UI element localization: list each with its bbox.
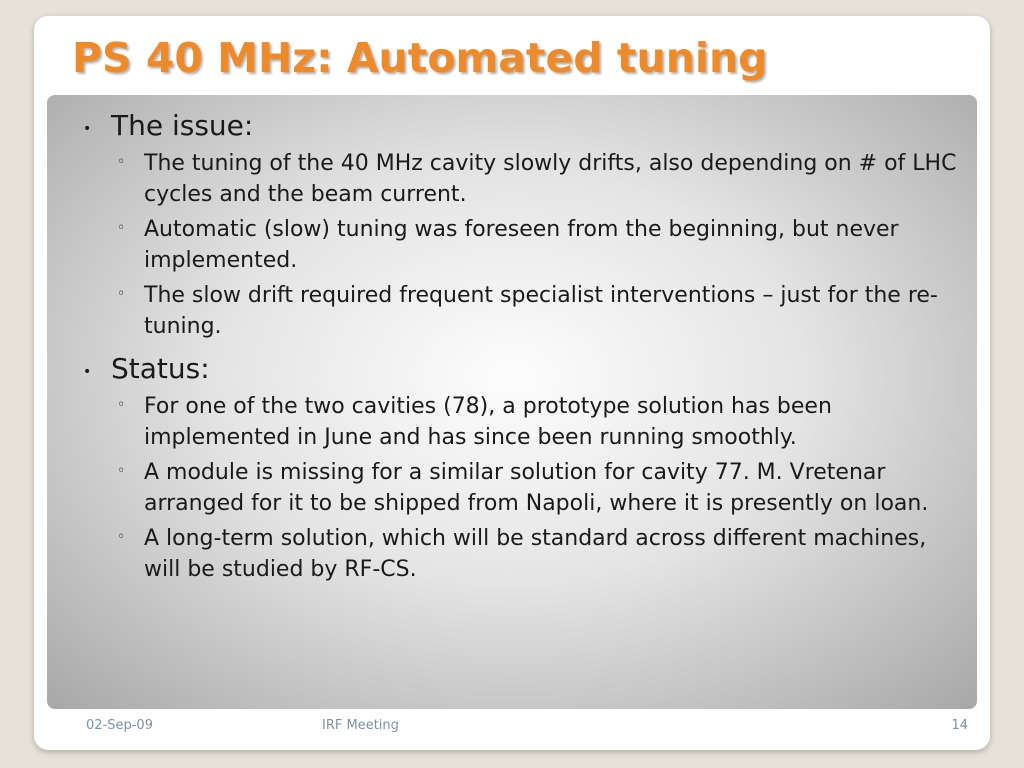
sub-bullet-text: Automatic (slow) tuning was foreseen from the beginning, but never implemented. (144, 217, 899, 273)
bullet-text: Status: (111, 352, 210, 385)
sub-bullet-text: The tuning of the 40 MHz cavity slowly drifts, also depending on # of LHC cycles and the beam current. (144, 151, 957, 207)
slide-title: PS 40 MHz: Automated tuning (72, 34, 768, 82)
content-box (47, 95, 977, 709)
sub-bullet-text: The slow drift required frequent specialist interventions – just for the re-tuning. (144, 283, 938, 339)
sub-bullet-text: For one of the two cavities (78), a prototype solution has been implemented in June and has since been running smoothly. (144, 394, 832, 450)
sub-bullet-item (111, 148, 961, 210)
sub-bullet-item (111, 457, 961, 519)
slide (34, 16, 990, 750)
bullet-item-status (81, 352, 961, 585)
footer-page-number: 14 (951, 718, 968, 733)
footer-meeting-name: IRF Meeting (322, 718, 399, 733)
sub-bullet-icon: ◦ (117, 463, 126, 479)
bullet-icon: • (83, 121, 92, 137)
sub-bullet-text: A long-term solution, which will be standard across different machines, will be studied by RF-CS. (144, 526, 927, 582)
bullet-list (81, 109, 961, 595)
sub-bullet-icon: ◦ (117, 397, 126, 413)
sub-bullet-icon: ◦ (117, 220, 126, 236)
bullet-text: The issue: (111, 109, 254, 142)
sub-bullet-item (111, 523, 961, 585)
sub-bullet-item (111, 280, 961, 342)
sub-bullet-item (111, 214, 961, 276)
sub-bullet-list (111, 148, 961, 342)
footer-date: 02-Sep-09 (86, 718, 153, 733)
sub-bullet-icon: ◦ (117, 529, 126, 545)
sub-bullet-list (111, 391, 961, 585)
sub-bullet-text: A module is missing for a similar solution for cavity 77. M. Vretenar arranged for it to be shipped from Napoli, where it is presently on loan. (144, 460, 929, 516)
bullet-item-issue (81, 109, 961, 342)
bullet-icon: • (83, 364, 92, 380)
sub-bullet-icon: ◦ (117, 286, 126, 302)
sub-bullet-item (111, 391, 961, 453)
sub-bullet-icon: ◦ (117, 154, 126, 170)
